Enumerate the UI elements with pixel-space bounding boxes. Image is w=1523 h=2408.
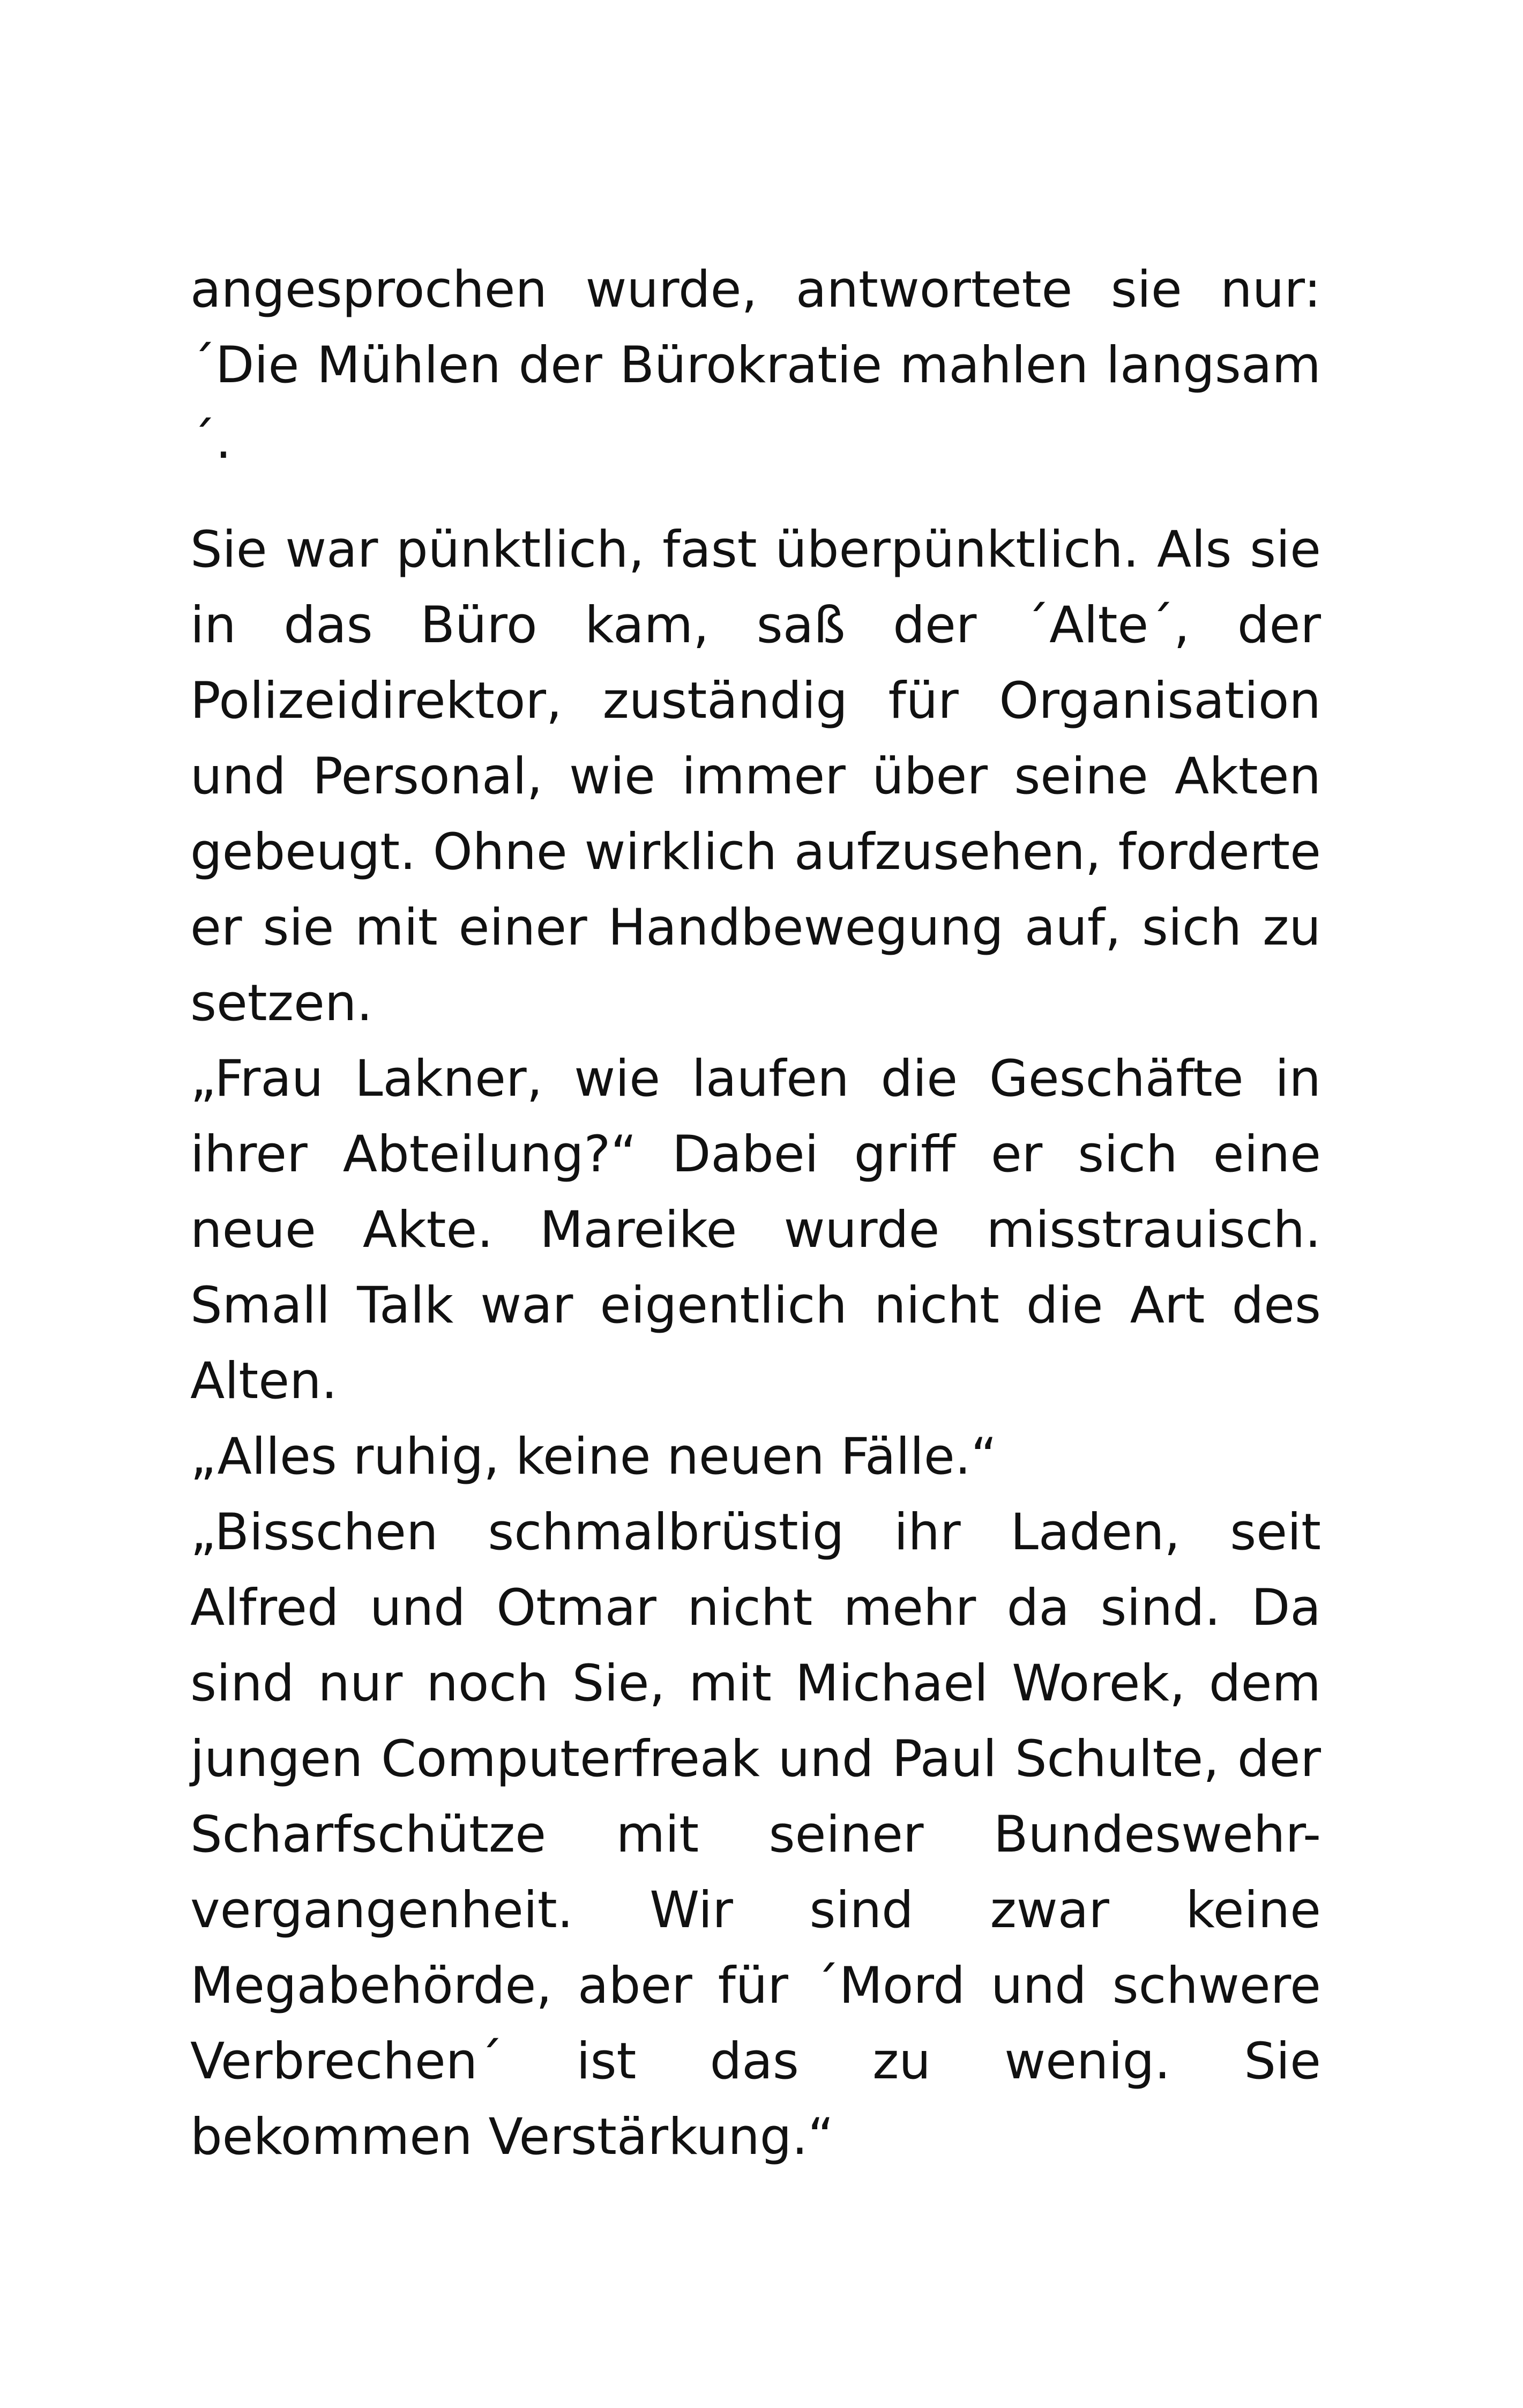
paragraph-3: „Frau Lakner, wie laufen die Geschäfte in ihrer Abteilung?“ Dabei griff er sich eine neue Akte. Mareike wurde misstrauisch. Small Talk war eigentlich nicht die Art des Alten. [190,1050,1321,1410]
paragraph-1: angesprochen wurde, antwortete sie nur: ´Die Mühlen der Bürokratie mahlen langsam´. [190,261,1321,470]
paragraph-2: Sie war pünktlich, fast überpünktlich. Als sie in das Büro kam, saß der ´Alte´, der Polizeidirektor, zuständig für Organisation und Personal, wie immer über seine Akten gebeugt. Ohne wirklich aufzusehen, forderte er sie mit einer Handbewegung auf, sich zu setzen. [190,521,1321,1032]
paragraph-5: „Bisschen schmalbrüstig ihr Laden, seit Alfred und Otmar nicht mehr da sind. Da sind nur noch Sie, mit Michael Worek, dem jungen Computerfreak und Paul Schulte, der Scharfschütze mit seiner Bundeswehr-vergangenheit. Wir sind zwar keine Megabehörde, aber für ´Mord und schwere Verbrechen´ ist das zu wenig. Sie bekommen Verstärkung.“ [190,1503,1321,2166]
body-text [190,252,1321,2175]
paragraph-4: „Alles ruhig, keine neuen Fälle.“ [190,1428,997,1486]
